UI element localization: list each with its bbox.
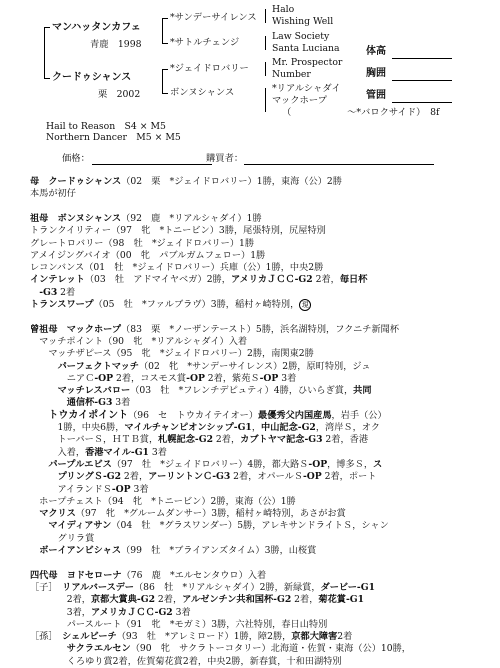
record-line: 曾祖母 マックホープ（83 栗 *ノーザンテースト）5勝，浜名湖特別，フクニチ新聞杯 [30,323,400,335]
record-line: 四代母 ヨドセローナ（76 鹿 *エルセンタウロ）入着 [30,569,267,581]
chest-label: 胸囲 [366,68,386,79]
buyer-label: 購買者： [206,153,244,164]
cannon-field[interactable] [392,102,452,103]
sire-name: マンハッタンカフェ [52,22,141,33]
record-line: パースルート（91 牝 *モガミ）3勝，六社特別，春日山特別 [30,618,328,630]
record-line: パーフェクトマッチ（02 牝 *サンデーサイレンス）2勝，原町特別，ジュ [57,360,371,372]
record-line: グリラ賞 [30,532,95,544]
dam-dam: ボンヌシャンス [170,87,235,98]
record-line: -G3 2着 [39,286,76,298]
price-label: 価格： [62,153,90,164]
height-field[interactable] [392,58,452,59]
dam-info: 栗 2002 [98,89,141,100]
record-line: トーバーＳ，ＨＴＢ賞，札幌記念-G2 2着，カブトヤマ記念-G3 2着，香港 [30,434,369,446]
record-line: プリングＳ-G2 2着，アーリントンＣ-G3 2着，オパールＳ-OP 2着，ポート [57,471,377,483]
g3-7: *リアルシャダイ [272,83,341,94]
record-line: ボーイアンビシャス（99 牡 *ブライアンズタイム）3勝，山桜賞 [39,545,317,556]
dam-sire: *ジェイドロバリー [170,63,249,74]
sire-sire: *サンデーサイレンス [170,12,257,23]
g3-2: Wishing Well [272,16,334,27]
record-line: 祖母 ボンヌシャンス（92 鹿 *リアルシャダイ）1勝 [30,212,262,224]
record-line: レコンバンス（01 牡 *ジェイドロバリー）兵庫（公）1勝，中央2勝 [30,262,324,274]
g3-1: Halo [272,4,295,15]
inbreed-1: Hail to Reason S4 × M5 [46,121,166,132]
record-line: ［孫］ シェルビーチ（93 牡 *アレミロード）1勝，障2勝，京都大障害2着 [30,631,353,643]
record-line: アメイジングバイオ（00 牝 パブルガムフェロー）1勝 [30,249,266,261]
record-line: 3着，アメリカＪＣＣ-G2 3着 [30,606,191,618]
height-label: 体高 [366,46,386,57]
record-line: ホープチェスト（94 牝 *トニービン）2勝，東海（公）1勝 [30,495,296,507]
record-line: アイランドＳ-OP 3着 [30,483,149,495]
inbreed-2: Northern Dancer M5 × M5 [46,132,181,143]
g3-4: Santa Luciana [272,43,340,54]
record-line: 2着，京都大賞典-G2 2着，アルゼンチン共和国杯-G2 2着，菊花賞-G1 [30,594,365,606]
record-line: マッチザピース（95 牝 *ジェイドロバリー）2勝，南関東2勝 [30,348,314,360]
record-line: 本馬が初仔 [30,188,76,200]
record-line: マッチポイント（90 牝 *リアルシャダイ）入着 [30,335,248,347]
buyer-field[interactable] [244,164,434,165]
record-line: くろゆり賞2着，佐賀菊花賞2着，中央2勝，新春賞，十和田湖特別 [30,655,342,667]
dam-name: クードゥシャンス [52,72,132,83]
sire-dam: *サトルチェンジ [170,37,240,48]
record-line: トウカイポイント（96 セ トウカイテイオー）最優秀父内国産馬，岩手（公） [48,409,387,421]
record-line: 母 クードゥシャンス（02 栗 *ジェイドロバリー）1勝，東海（公）2勝 [30,176,342,187]
record-line: マクリス（97 牝 *グルームダンサー）3勝，稲村ヶ崎特別，あさがお賞 [39,508,346,520]
record-line: 通信杯-G3 3着 [66,397,131,409]
g3-3: Law Society [272,31,330,42]
record-line: ［子］ リアルバースデー（86 牡 *リアルシャダイ）2勝，新緑賞，ダービー-G1 [30,581,375,593]
record-line: マイディアサン（04 牡 *グラスワンダー）5勝，アレキサンドライトＳ，シャン [48,520,389,532]
record-line: パープルエビス（97 牡 *ジェイドロバリー）4勝，都大路Ｓ-OP，博多Ｓ，ス [48,458,383,470]
record-line: トランスワープ（05 牡 *ファルブラヴ）3勝，稲村ヶ崎特別， 現 [30,298,311,311]
record-line: 入着，香港マイル-G1 3着 [30,446,167,458]
price-field[interactable] [92,164,212,165]
g3-9: （ ～*バロクサイド） 8f [282,107,440,118]
record-line: ニアＣ-OP 2着，コスモス賞-OP 2着，紫苑Ｓ-OP 3着 [30,372,297,384]
chest-field[interactable] [392,80,452,81]
g3-8: マックホープ [272,95,327,106]
record-line: トランクイリティー（97 牝 *トニービン）3勝，尾張特別，尻屋特別 [30,225,326,237]
record-line: グレートロバリー（98 牡 *ジェイドロバリー）1勝 [30,237,255,249]
record-line: サクラエルセン（90 牝 サクラトーコタリー）北海道・佐賀・東海（公）10勝， [66,643,411,655]
g3-5: Mr. Prospector [272,57,343,68]
cannon-label: 管囲 [366,90,386,101]
sire-info: 青鹿 1998 [90,39,142,50]
record-line: インテレット（03 牡 アドマイヤベガ）2勝，アメリカＪＣＣ-G2 2着，毎日杯 [30,274,368,286]
record-line: 1勝，中央6勝，マイルチャンピオンシップ-G1，中山記念-G2，湾岸Ｓ，オク [30,422,380,433]
g3-6: Number [272,69,311,80]
record-line: マッチレスバロー（03 牡 *フレンチデピュティ）4勝，ひいらぎ賞，共同 [57,385,372,397]
